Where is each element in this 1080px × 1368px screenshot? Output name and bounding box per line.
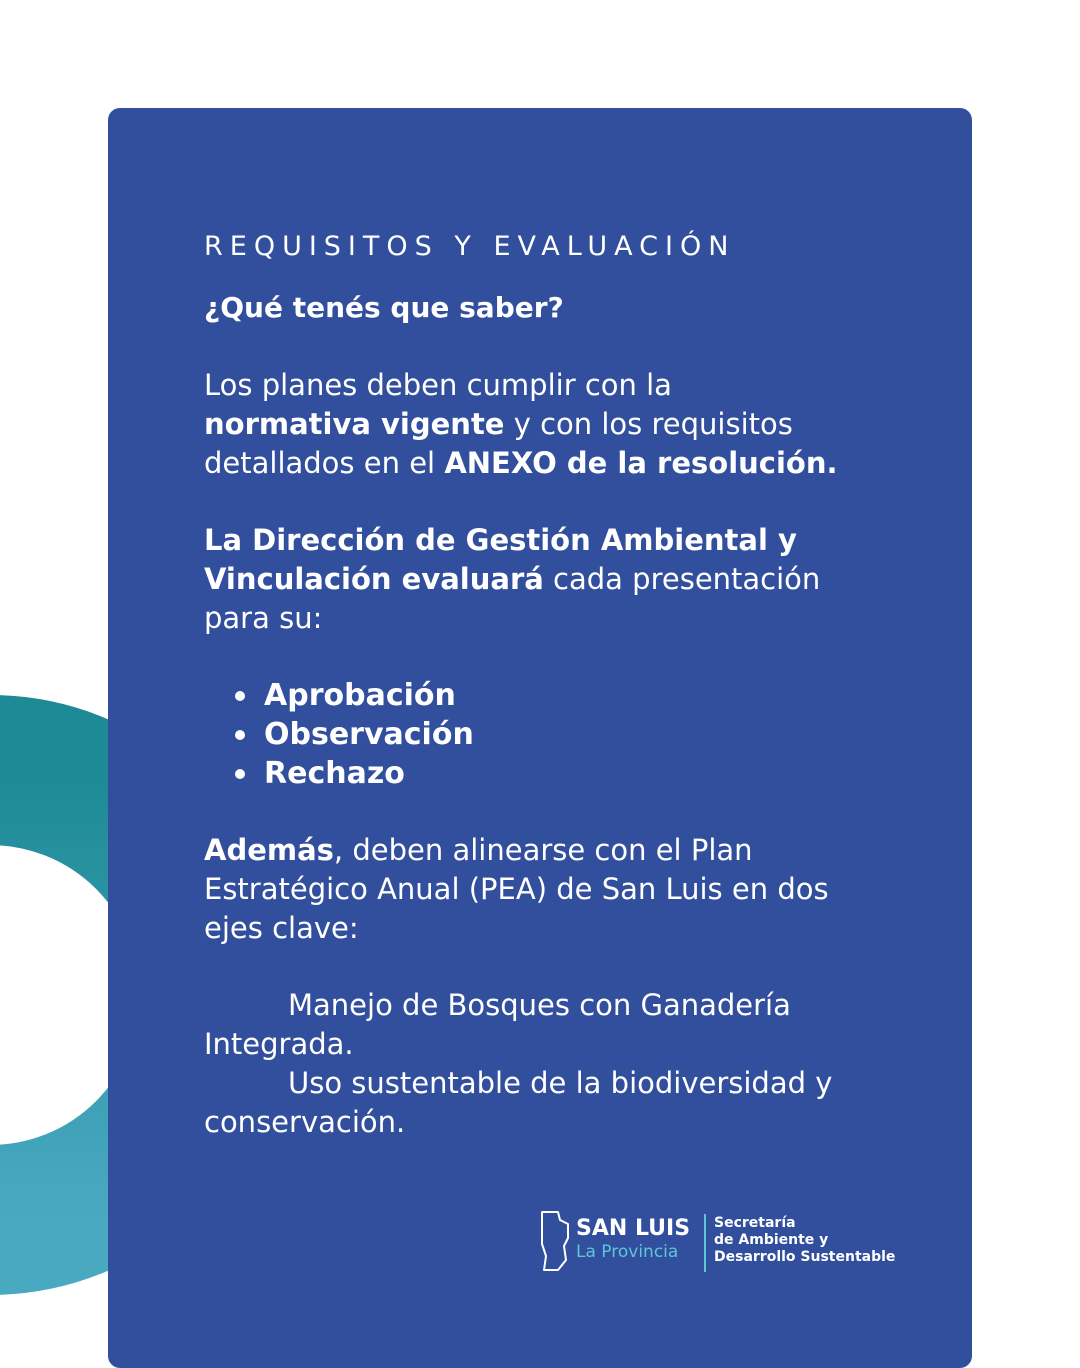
req-bold-normativa: normativa vigente [204, 407, 505, 441]
outcome-approval: Aprobación [264, 678, 456, 713]
evaluation-paragraph [204, 521, 904, 638]
alignment-paragraph [204, 831, 904, 948]
align-line-1: , deben alinearse con el Plan [333, 833, 753, 867]
axis-2-line-2: conservación. [204, 1105, 406, 1139]
list-item [232, 754, 904, 793]
axis-item-1 [204, 986, 904, 1025]
axis-item-2 [204, 1064, 904, 1103]
logo-brand: SAN LUIS [576, 1216, 691, 1241]
logo-divider [704, 1214, 706, 1272]
bullet-icon [235, 730, 245, 740]
align-line-3: ejes clave: [204, 911, 359, 945]
axis-1-line-1: Manejo de Bosques con Ganadería [288, 988, 791, 1022]
bullet-icon [235, 691, 245, 701]
question-title: ¿Qué tenés que saber? [204, 291, 564, 324]
req-bold-anexo: ANEXO de la resolución. [444, 446, 838, 480]
axis-item-2-cont [204, 1103, 904, 1142]
eval-bold-line-2: Vinculación evaluará [204, 562, 544, 596]
logo-subtitle: La Provincia [576, 1242, 679, 1262]
axis-2-line-1: Uso sustentable de la biodiversidad y [288, 1066, 833, 1100]
logo-sec-line-2: de Ambiente y [714, 1232, 829, 1248]
section-heading: REQUISITOS Y EVALUACIÓN [204, 231, 736, 262]
outcome-list [204, 676, 904, 793]
logo-sec-line-3: Desarrollo Sustentable [714, 1249, 896, 1265]
outcome-observation: Observación [264, 717, 474, 752]
eval-bold-line-1: La Dirección de Gestión Ambiental y [204, 523, 797, 557]
province-map-icon [538, 1208, 572, 1274]
eval-line-2: cada presentación [543, 562, 821, 596]
list-item [232, 715, 904, 754]
align-bold: Además [204, 833, 334, 867]
axis-1-line-2: Integrada. [204, 1027, 354, 1061]
align-line-2: Estratégico Anual (PEA) de San Luis en dos [204, 872, 829, 906]
card-content [204, 226, 904, 1142]
eval-line-3: para su: [204, 601, 323, 635]
key-axes [204, 986, 904, 1142]
outcome-rejection: Rechazo [264, 756, 405, 791]
list-item [232, 676, 904, 715]
info-card [108, 108, 972, 1368]
req-line-1: Los planes deben cumplir con la [204, 368, 672, 402]
req-line-3: detallados en el [204, 446, 445, 480]
bullet-icon [235, 769, 245, 779]
logo-secretariat [714, 1215, 895, 1266]
req-line-2: y con los requisitos [504, 407, 793, 441]
axis-item-1-cont [204, 1025, 904, 1064]
logo [538, 1208, 918, 1274]
requirements-paragraph [204, 366, 904, 483]
logo-sec-line-1: Secretaría [714, 1215, 796, 1231]
